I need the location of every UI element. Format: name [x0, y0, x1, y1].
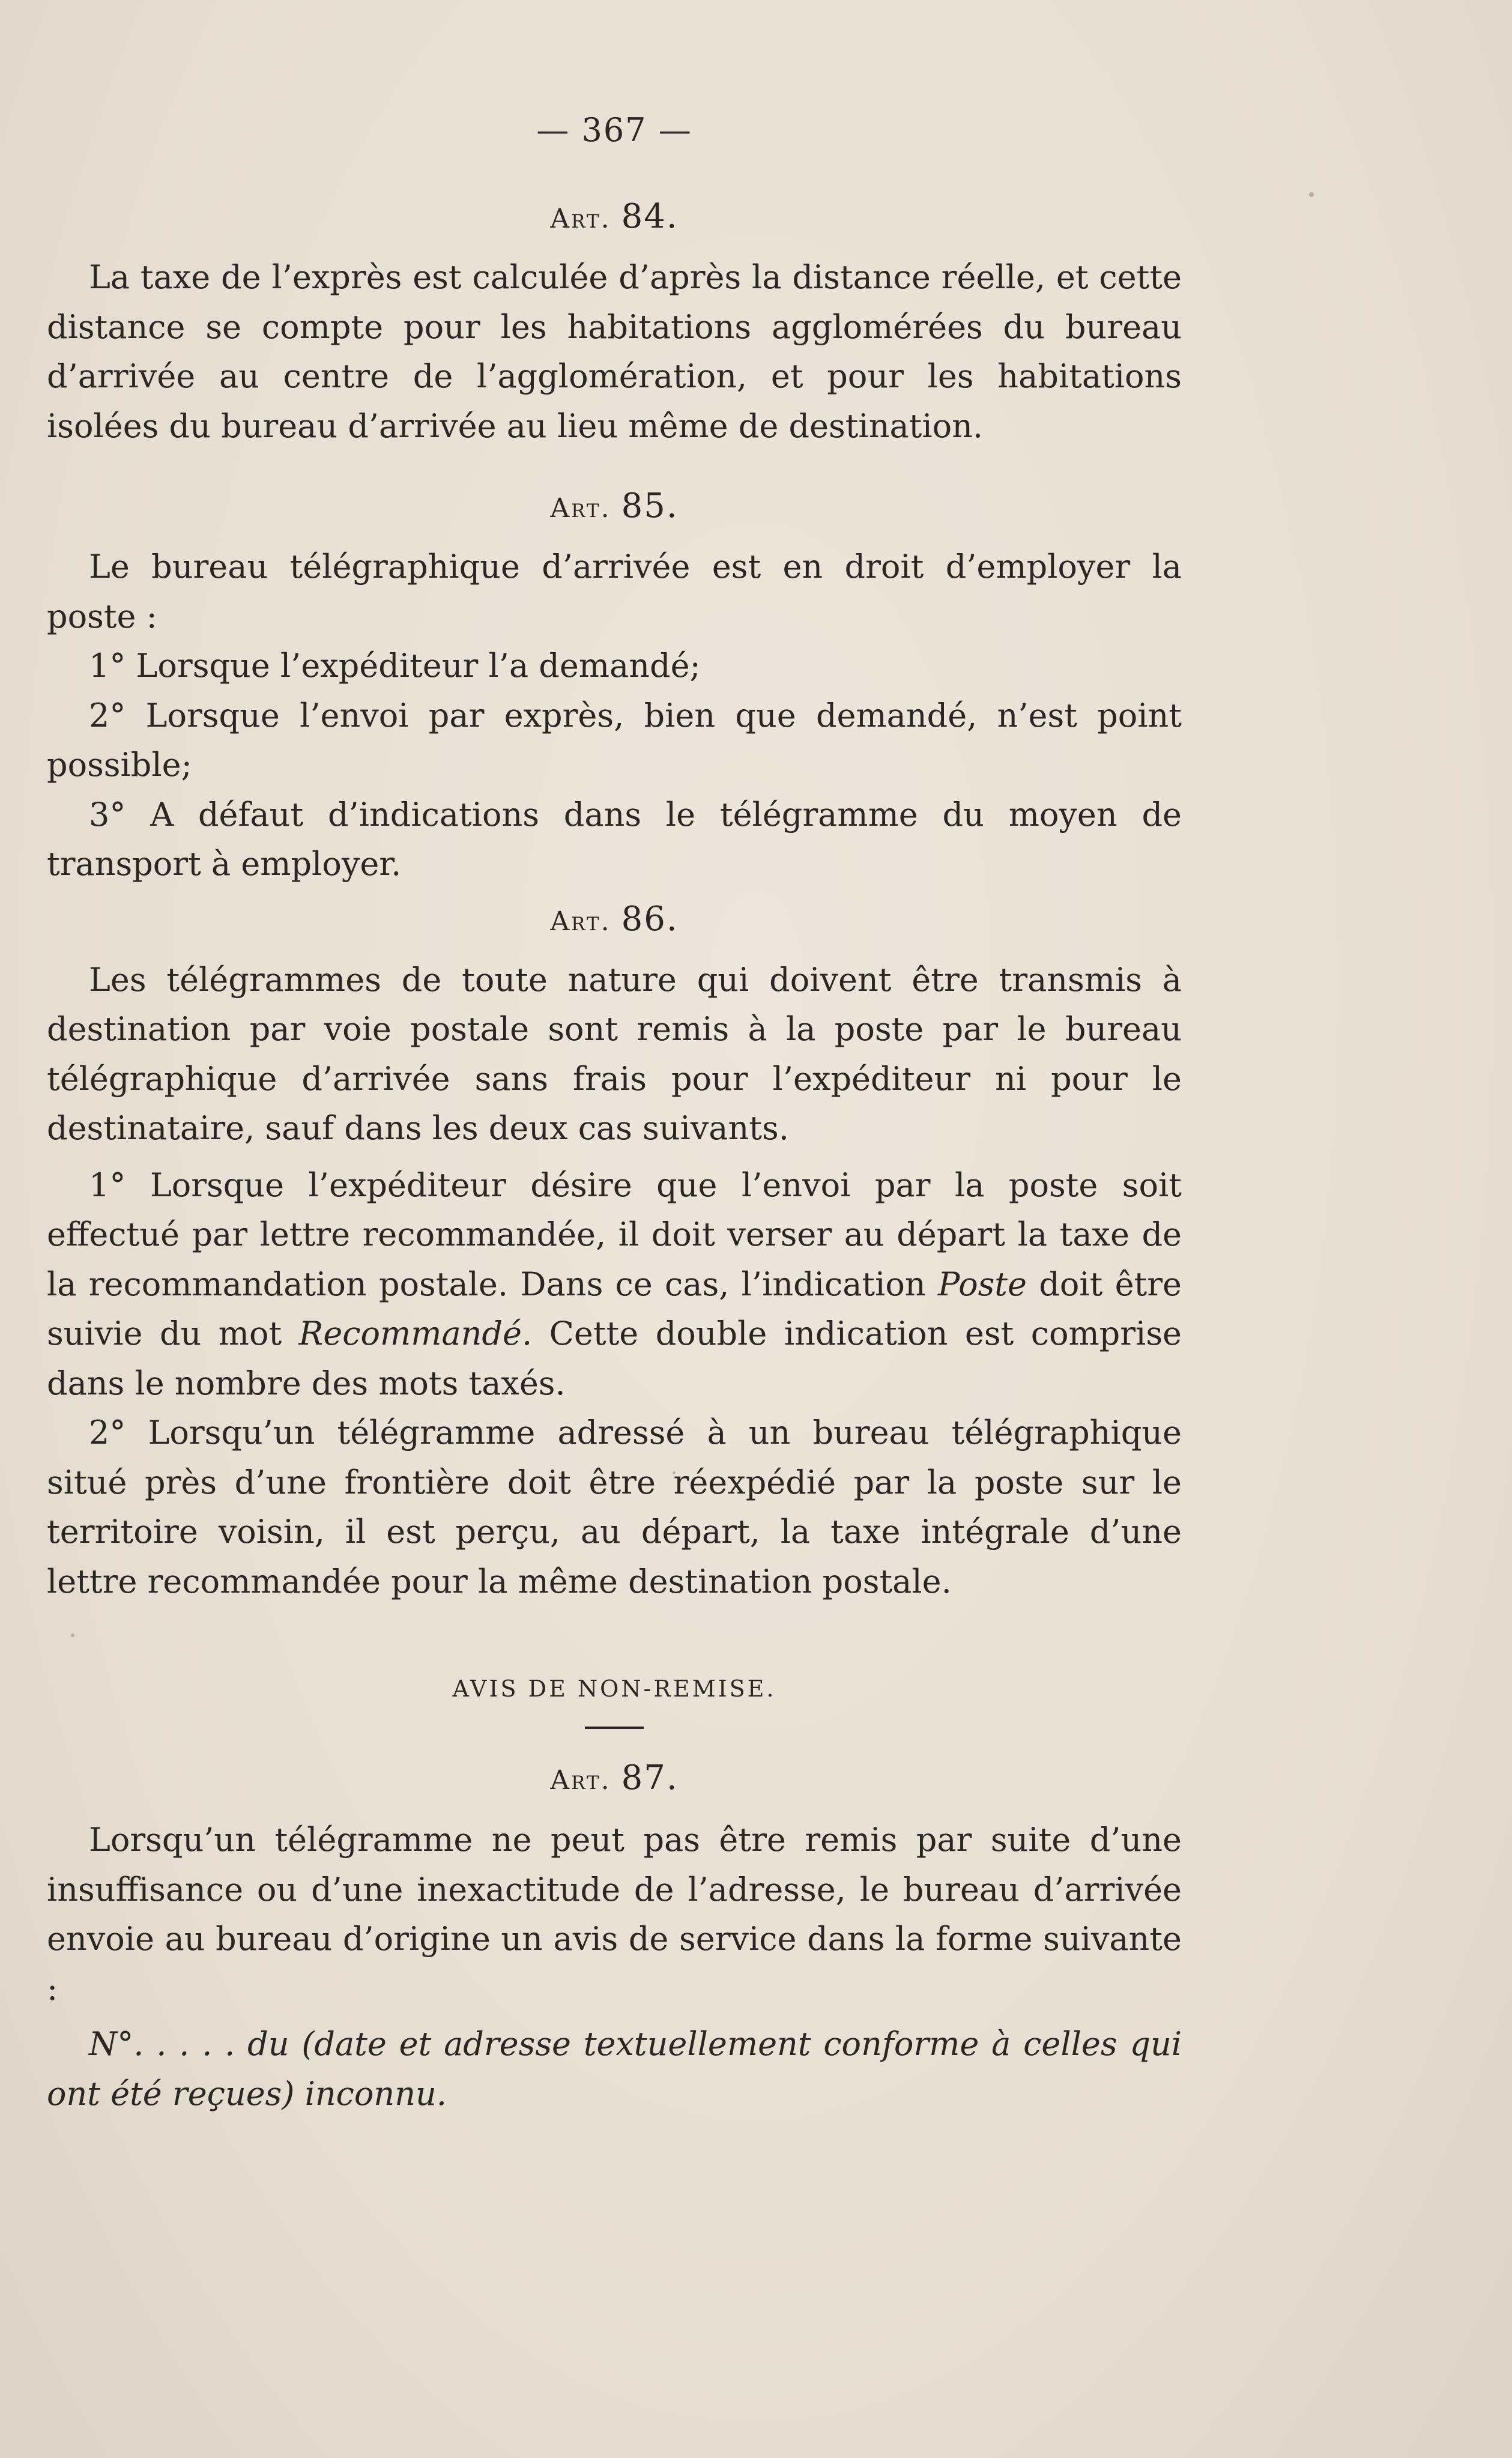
article-prefix: Art.: [550, 204, 611, 234]
article-86-intro: Les télégrammes de toute nature qui doivent être transmis à destination par voie postale sont remis à la poste par le bureau télégraphique d’arrivée sans frais pour l’expéditeur ni pour le destinataire, sauf dans les deux cas suivants.: [47, 960, 1182, 1147]
word-recommande: Recommandé.: [298, 1315, 533, 1352]
word-poste: Poste: [937, 1265, 1027, 1303]
article-prefix: Art.: [550, 906, 611, 937]
article-87-text: Lorsqu’un télégramme ne peut pas être remis par suite d’une insuffisance ou d’une inexactitude de l’adresse, le bureau d’arrivée envoie au bureau d’origine un avis de service dans la forme suivante :: [47, 1821, 1182, 2008]
paper-speck: [1309, 192, 1314, 197]
article-85-intro: Le bureau télégraphique d’arrivée est en droit d’employer la poste :: [47, 548, 1182, 635]
article-prefix: Art.: [550, 493, 611, 524]
article-number: 87.: [621, 1758, 679, 1797]
article-86-item-1-part-c: Cette double indication est comprise dans le nombre des mots taxés.: [47, 1315, 1182, 1402]
article-heading-84: [47, 197, 1182, 236]
article-number: 85.: [621, 486, 679, 525]
article-heading-85: [47, 486, 1182, 525]
text-column: [47, 111, 1182, 2119]
article-85-item-3: 3° A défaut d’indications dans le télégramme du moyen de transport à employer.: [47, 795, 1182, 883]
article-number: 84.: [621, 197, 679, 236]
article-86-item-1: [47, 1161, 1182, 1409]
article-85-item-2: 2° Lorsque l’envoi par exprès, bien que demandé, n’est point possible;: [47, 696, 1182, 784]
article-87-formula: [47, 2020, 1182, 2119]
formula-text: N°. . . . . du (date et adresse textuellement conforme à celles qui ont été reçues) inconnu.: [47, 2025, 1182, 2113]
article-86-item-2: 2° Lorsqu’un télégramme adressé à un bureau télégraphique situé près d’une frontière doit être réexpédié par la poste sur le territoire voisin, il est perçu, au départ, la taxe intégrale d’une lettre recommandée pour la même destination postale.: [47, 1414, 1182, 1600]
article-86-item-1-part-a: 1° Lorsque l’expéditeur désire que l’envoi par la poste soit effectué par lettre recommandée, il doit verser au départ la taxe de la recommandation postale. Dans ce cas, l’indication: [47, 1166, 1182, 1303]
article-heading-87: [47, 1758, 1182, 1797]
page-number: — 367 —: [536, 111, 692, 149]
article-prefix: Art.: [550, 1765, 611, 1796]
article-number: 86.: [621, 899, 679, 939]
article-86-item-1-part-b: doit être suivie du mot: [47, 1265, 1182, 1352]
article-85-item-1: 1° Lorsque l’expéditeur l’a demandé;: [89, 647, 701, 685]
section-title: AVIS DE NON-REMISE.: [452, 1675, 776, 1702]
article-84-text: La taxe de l’exprès est calculée d’après la distance réelle, et cette distance se compte pour les habitations agglomérées du bureau d’arrivée au centre de l’agglomération, et pour les habitations isolées du bureau d’arrivée au lieu même de destination.: [47, 258, 1182, 445]
article-heading-86: [47, 899, 1182, 939]
